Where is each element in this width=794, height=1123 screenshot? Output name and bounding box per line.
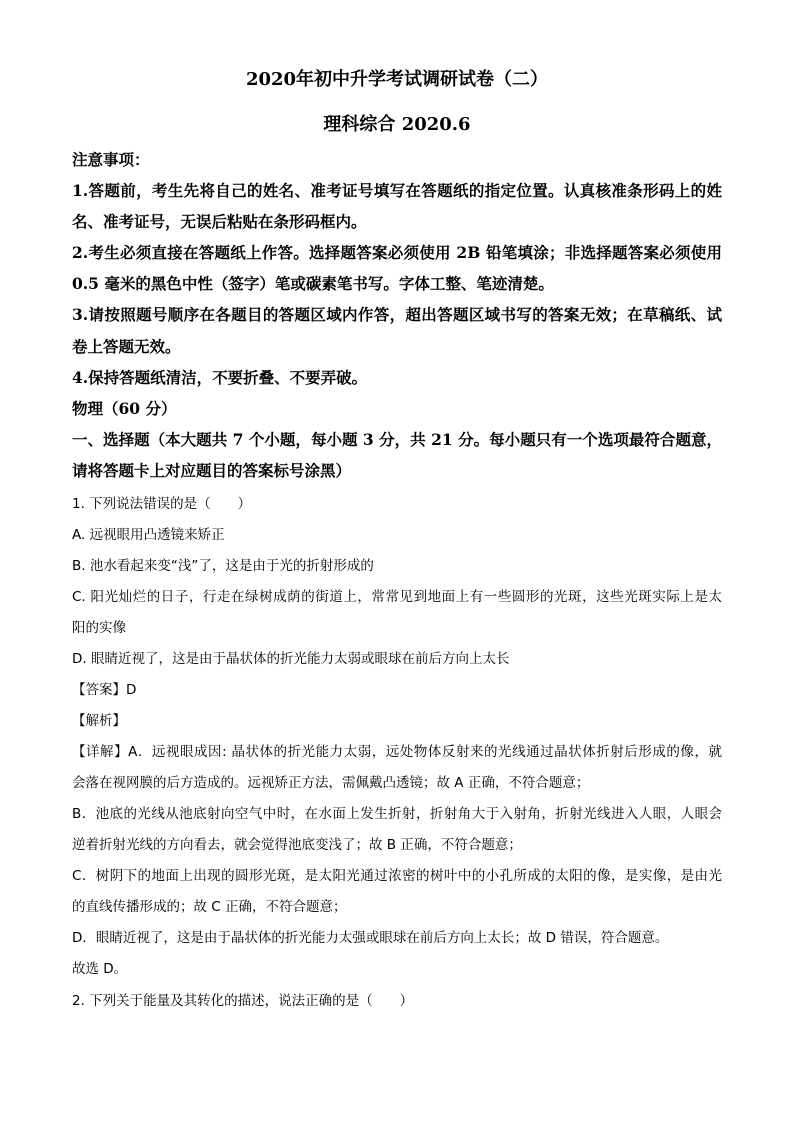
section-heading-line: 请将答题卡上对应题目的答案标号涂黑） — [72, 461, 352, 480]
explanation-line: 会落在视网膜的后方造成的。远视矫正方法，需佩戴凸透镜；故 A 正确，不符合题意； — [72, 775, 590, 791]
explanation-line: 的直线传播形成的；故 C 正确，不符合题意； — [72, 899, 347, 915]
subject-heading: 物理（60 分） — [72, 399, 177, 418]
notice-line: 2.考生必须直接在答题纸上作答。选择题答案必须使用 2B 铅笔填涂；非选择题答案必须使用 — [72, 243, 722, 262]
explanation-line: 逆着折射光线的方向看去，就会觉得池底变浅了；故 B 正确，不符合题意； — [72, 837, 522, 853]
explanation-line: D．眼睛近视了，这是由于晶状体的折光能力太强或眼球在前后方向上太长；故 D 错误，符合题意。 — [72, 930, 669, 946]
explanation-line: B．池底的光线从池底射向空气中时，在水面上发生折射，折射角大于入射角，折射光线进入人眼，人眼会 — [72, 806, 722, 822]
option-b: B. 池水看起来变“浅”了，这是由于光的折射形成的 — [72, 558, 374, 574]
analysis-label: 【解析】 — [72, 713, 126, 729]
notice-heading: 注意事项： — [72, 150, 150, 169]
question-stem: 2. 下列关于能量及其转化的描述，说法正确的是（ ） — [72, 993, 414, 1009]
option-c-continued: 阳的实像 — [72, 620, 126, 636]
explanation-line: C．树阴下的地面上出现的圆形光斑，是太阳光通过浓密的树叶中的小孔所成的太阳的像，是实像，是由光 — [72, 868, 722, 884]
notice-line: 0.5 毫米的黑色中性（签字）笔或碳素笔书写。字体工整、笔迹清楚。 — [72, 274, 554, 293]
exam-title: 2020年初中升学考试调研试卷（二） — [245, 69, 549, 90]
explanation-line: 故选 D。 — [72, 961, 128, 977]
notice-line: 1.答题前，考生先将自己的姓名、准考证号填写在答题纸的指定位置。认真核准条形码上的姓 — [72, 181, 722, 200]
notice-line: 3.请按照题号顺序在各题目的答题区域内作答，超出答题区域书写的答案无效；在草稿纸、试 — [72, 305, 722, 324]
notice-line: 名、准考证号，无误后粘贴在条形码框内。 — [72, 212, 367, 231]
question-stem: 1. 下列说法错误的是（ ） — [72, 496, 252, 512]
explanation-line: 【详解】A．远视眼成因: 晶状体的折光能力太弱，远处物体反射来的光线通过晶状体折射后形成的像，就 — [72, 744, 722, 760]
answer-label: 【答案】D — [72, 682, 137, 698]
notice-line: 4.保持答题纸清洁，不要折叠、不要弄破。 — [72, 368, 368, 387]
option-c: C. 阳光灿烂的日子，行走在绿树成荫的街道上，常常见到地面上有一些圆形的光斑，这些光斑实际上是太 — [72, 589, 722, 605]
notice-line: 卷上答题无效。 — [72, 337, 181, 356]
option-d: D. 眼睛近视了，这是由于晶状体的折光能力太弱或眼球在前后方向上太长 — [72, 651, 510, 667]
option-a: A. 远视眼用凸透镜来矫正 — [72, 527, 225, 543]
exam-subtitle: 理科综合 2020.6 — [323, 114, 471, 135]
section-heading-line: 一、选择题（本大题共 7 个小题，每小题 3 分，共 21 分。每小题只有一个选项最符合题意， — [72, 430, 722, 449]
